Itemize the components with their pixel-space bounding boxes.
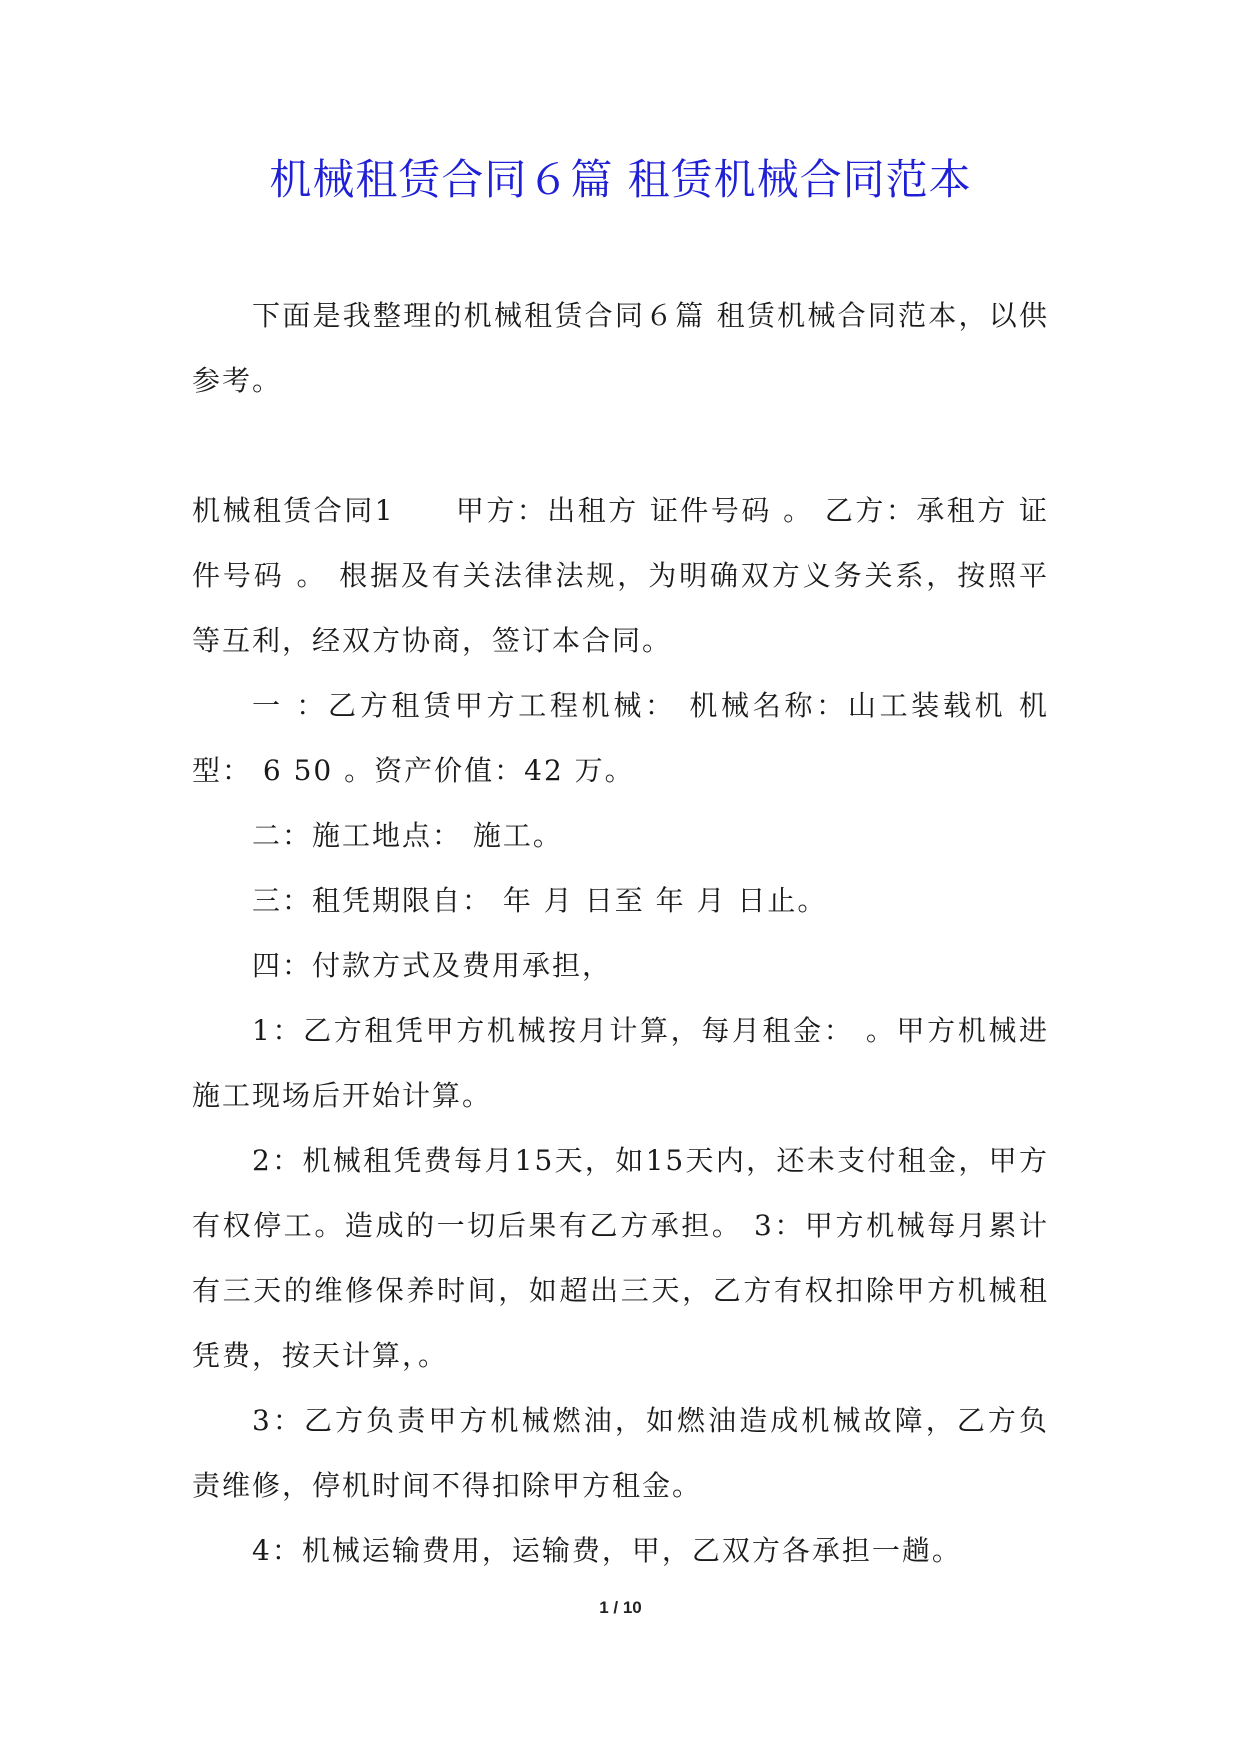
clause-two-paragraph: 二：施工地点： 施工。 (252, 819, 563, 852)
payment-item-3-paragraph: 3：乙方负责甲方机械燃油，如燃油造成机械故障，乙方负责维修，停机时间不得扣除甲方租金。 (192, 1404, 1049, 1502)
clause-three-paragraph: 三：租凭期限自： 年 月 日至 年 月 日止。 (252, 884, 828, 917)
payment-item-1-paragraph: 1：乙方租凭甲方机械按月计算，每月租金： 。甲方机械进施工现场后开始计算。 (192, 1014, 1049, 1112)
document-body (192, 283, 1049, 1583)
payment-item-2-paragraph: 2：机械租凭费每月15天，如15天内，还未支付租金，甲方有权停工。造成的一切后果有乙方承担。 3：甲方机械每月累计有三天的维修保养时间，如超出三天，乙方有权扣除甲方机械租凭费，按天计算，。 (192, 1144, 1049, 1372)
clause-four-paragraph: 四：付款方式及费用承担， (252, 949, 613, 982)
contract-opening-paragraph: 机械租赁合同1 甲方：出租方 证件号码 。 乙方：承租方 证件号码 。 根据及有关法律法规，为明确双方义务关系，按照平等互利，经双方协商，签订本合同。 (192, 494, 1049, 657)
document-title: 机械租赁合同６篇 租赁机械合同范本 (269, 155, 972, 204)
payment-item-4-paragraph: 4：机械运输费用，运输费，甲，乙双方各承担一趟。 (252, 1534, 962, 1567)
page-number: 1 / 10 (599, 1598, 642, 1617)
intro-paragraph: 下面是我整理的机械租赁合同６篇 租赁机械合同范本，以供参考。 (192, 299, 1049, 397)
clause-one-paragraph: 一 ：乙方租赁甲方工程机械： 机械名称：山工装载机 机型： 6 50 。资产价值：42 万。 (192, 689, 1049, 787)
